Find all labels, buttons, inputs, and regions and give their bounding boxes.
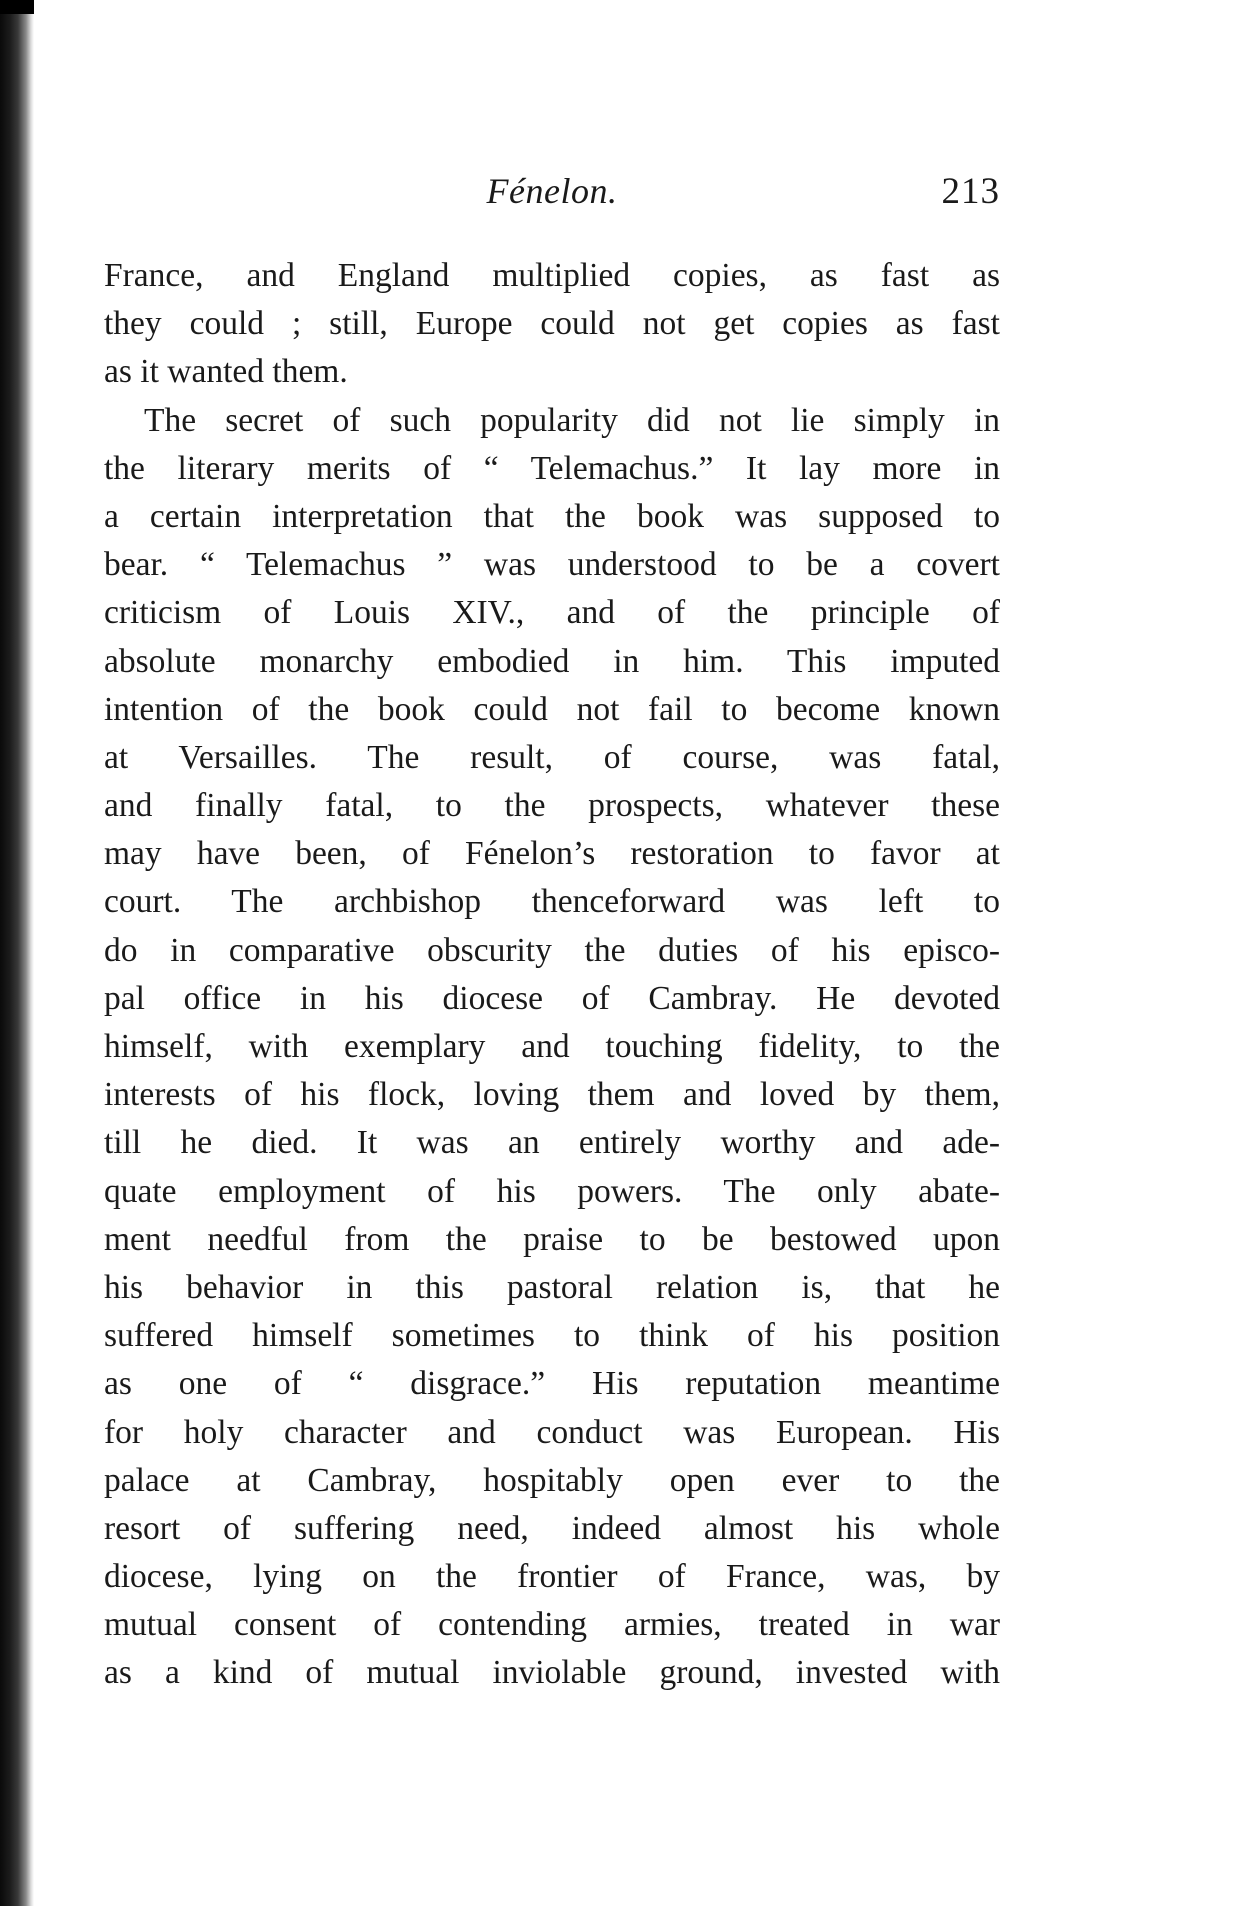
text-line: the literary merits of “ Telemachus.” It lay more in (104, 449, 1000, 487)
book-binding-edge (0, 0, 34, 1906)
running-head (104, 170, 1000, 226)
text-line: his behavior in this pastoral relation is, that he (104, 1268, 1000, 1306)
text-line: intention of the book could not fail to become known (104, 690, 1000, 728)
text-line: court. The archbishop thenceforward was left to (104, 883, 1000, 921)
text-line: interests of his flock, loving them and loved by them, (104, 1076, 1000, 1114)
body-text (104, 252, 1000, 1698)
book-binding-notch (0, 0, 34, 14)
text-line: resort of suffering need, indeed almost his whole (104, 1509, 1000, 1547)
text-line: himself, with exemplary and touching fidelity, to the (104, 1028, 1000, 1065)
text-line: at Versailles. The result, of course, was fatal, (104, 738, 1000, 776)
text-line: as one of “ disgrace.” His reputation meantime (104, 1365, 1000, 1403)
text-line: pal office in his diocese of Cambray. He devoted (104, 979, 1000, 1017)
text-line: do in comparative obscurity the duties of his episco- (104, 931, 1000, 969)
text-line: bear. “ Telemachus ” was understood to be a covert (104, 546, 1000, 584)
text-line: palace at Cambray, hospitably open ever to the (104, 1461, 1000, 1499)
text-line: criticism of Louis XIV., and of the principle of (104, 594, 1000, 632)
text-line: as it wanted them. (104, 353, 348, 391)
text-line: they could ; still, Europe could not get copies as fast (104, 305, 1000, 343)
text-line: diocese, lying on the frontier of France, was, by (104, 1558, 1000, 1596)
book-page (104, 170, 1000, 1698)
text-line: absolute monarchy embodied in him. This imputed (104, 642, 1000, 680)
text-line: may have been, of Fénelon’s restoration to favor at (104, 835, 1000, 873)
text-line: ment needful from the praise to be bestowed upon (104, 1220, 1000, 1258)
text-line: and finally fatal, to the prospects, whatever these (104, 787, 1000, 825)
text-line: suffered himself sometimes to think of his position (104, 1317, 1000, 1355)
running-title: Fénelon. (486, 171, 618, 211)
text-line: quate employment of his powers. The only abate- (104, 1172, 1000, 1210)
text-line: for holy character and conduct was European. His (104, 1413, 1000, 1451)
text-line: mutual consent of contending armies, treated in war (104, 1606, 1000, 1644)
text-line: as a kind of mutual inviolable ground, invested with (104, 1654, 1000, 1692)
text-line: till he died. It was an entirely worthy and ade- (104, 1124, 1000, 1162)
page-number: 213 (941, 171, 1000, 212)
text-line: a certain interpretation that the book was supposed to (104, 497, 1000, 535)
text-line: France, and England multiplied copies, as fast as (104, 257, 1000, 294)
text-line: The secret of such popularity did not lie simply in (144, 401, 1000, 439)
